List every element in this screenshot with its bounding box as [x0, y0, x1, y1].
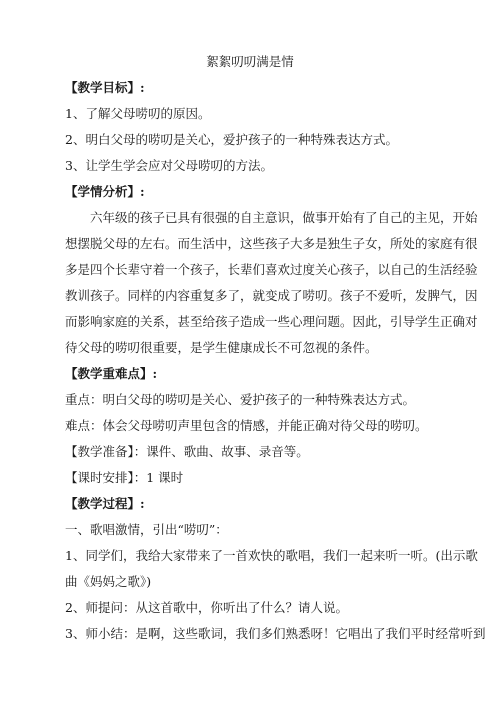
process-line-5: 3、师小结：是啊，这些歌词，我们多们熟悉呀！它唱出了我们平时经常听到 — [65, 626, 486, 641]
analysis-line-4: 教训孩子。同样的内容重复多了，就变成了唠叨。孩子不爱听，发脾气，因 — [65, 288, 478, 303]
process-line-3: 曲《妈妈之歌》) — [65, 574, 152, 589]
goal-item-2: 2、明白父母的唠叨是关心，爱护孩子的一种特殊表达方式。 — [65, 132, 398, 147]
analysis-line-6: 待父母的唠叨很重要，是学生健康成长不可忽视的条件。 — [65, 340, 378, 355]
analysis-line-3: 多是四个长辈守着一个孩子，长辈们喜欢过度关心孩子，以自己的生活经验 — [65, 262, 478, 277]
keypoint-focus: 重点：明白父母的唠叨是关心、爱护孩子的一种特殊表达方式。 — [65, 392, 416, 407]
keypoints-heading: 【教学重难点】: — [65, 366, 158, 381]
prep-line: 【教学准备】：课件、歌曲、故事、录音等。 — [65, 444, 309, 459]
analysis-line-5: 而影响家庭的关系，甚至给孩子造成一些心理问题。因此，引导学生正确对 — [65, 314, 478, 329]
process-line-1: 一、歌唱激情，引出“唠叨”： — [65, 522, 228, 537]
goal-item-3: 3、让学生学会应对父母唠叨的方法。 — [65, 158, 273, 173]
goal-item-1: 1、了解父母唠叨的原因。 — [65, 106, 211, 121]
analysis-line-1: 六年级的孩子已具有很强的自主意识，做事开始有了自己的主见，开始 — [90, 210, 478, 225]
keypoint-difficulty: 难点：体会父母唠叨声里包含的情感，并能正确对待父母的唠叨。 — [65, 418, 428, 433]
document-title: 絮絮叨叨满是情 — [206, 54, 294, 69]
analysis-heading: 【学情分析】: — [65, 184, 145, 199]
goals-heading: 【教学目标】: — [65, 80, 145, 95]
process-line-2: 1、同学们，我给大家带来了一首欢快的歌唱，我们一起来听一听。(出示歌 — [65, 548, 478, 563]
process-heading: 【教学过程】: — [65, 496, 145, 511]
analysis-line-2: 想摆脱父母的左右。而生活中，这些孩子大多是独生子女，所处的家庭有很 — [65, 236, 478, 251]
process-line-4: 2、师提问：从这首歌中，你听出了什么？请人说。 — [65, 600, 348, 615]
hours-line: 【课时安排】：1 课时 — [65, 470, 184, 485]
